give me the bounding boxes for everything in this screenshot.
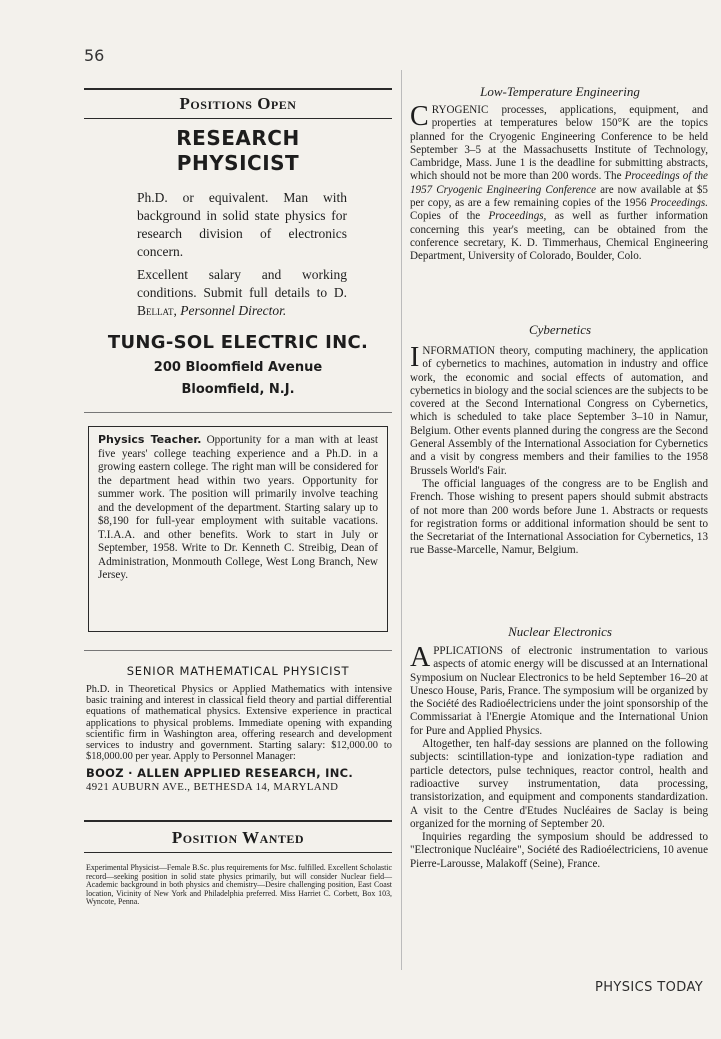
position-wanted-text: Experimental Physicist—Female B.Sc. plus requirements for Msc. fulfilled. Excellent Scholastic record—seeking position in solid state physics primarily, but will consider Nuclear field—Academic background in both physics and chemistry—Desire challenging position, East Coast location, Vicinity of New York and Philadelphia preferred. Miss Harriet C. Corbett, Box 103, Wyncote, Penna. (86, 863, 392, 907)
page-number: 56 (84, 46, 105, 65)
section-title-cybernetics: Cybernetics (528, 322, 592, 337)
divider (84, 650, 392, 651)
booz-address: 4921 AUBURN AVE., BETHESDA 14, MARYLAND (86, 781, 339, 793)
cybernetics-article: INFORMATION theory, computing machinery, the application of cybernetics to machines, automation in industry and office work, the economic and social effects of automation, and cybernetics in biology and the social sciences are the subjects to be covered at the Second International Congress on Cybernetics, which is scheduled to take place September 3–10 in Namur, Belgium. Other events planned during the congress are the Second General Assembly of the International Association for Cybernetics and a visit by congress members and their families to the 1958 Brussels World's Fair. The official languages of the congress are to be English and French. Those wishing to present papers should submit abstracts of not more than 200 words before June 1. Abstracts or requests for registration forms or additional information should be sent to the Secretariat of the International Association for Cybernetics, 13 rue Basse-Marcelle, Namur, Belgium. (410, 342, 708, 557)
positions-open-heading: Positions Open (179, 94, 297, 113)
physics-teacher-ad: Physics Teacher. Opportunity for a man with at least five years' college teaching experience and a Ph.D. in a growing eastern college. The right man will be considered for the department head within two years. Opportunity for summer work. The position will primarily involve teaching and the development of the department. Starting salary up to $8,190 for full-year employment with suitable vacations. T.I.A.A. and other benefits. Work to start in July or September, 1958. Write to Dr. Kenneth C. Streibig, Dean of Administration, Monmouth College, West Long Branch, New Jersey. (88, 426, 388, 632)
nuclear-electronics-article: APPLICATIONS of electronic instrumentation to various aspects of atomic energy will be discussed at an International Symposium on Nuclear Electronics to be held September 16–20 at Unesco House, Paris, France. The symposium will be organized by the Société des Radioélectriciens under the joint sponsorship of the Commissariat à l'Energie Atomique and the International Union for Pure and Applied Physics. Altogether, ten half-day sessions are planned on the following subjects: scintillation-type and ionization-type radiation and particle detectors, pulse techniques, reactor control, health and radioactive survey instrumentation, data processing, transistorization, and equipment and components standardization. A visit to the Centre d'Etudes Nucléaires de Saclay is being organized for the morning of September 20. Inquiries regarding the symposium should be addressed to "Electronique Nucléaire", Société des Radioélectriciens, 10 avenue Pierre-Larousse, Malakoff (Seine), France. (410, 642, 708, 870)
ad-title: RESEARCH PHYSICIST (176, 126, 300, 175)
divider (84, 412, 392, 413)
low-temperature-article: CRYOGENIC processes, applications, equipment, and properties at temperatures below 150°K are the topics planned for the Cryogenic Engineering Conference to be held September 3–5 at the Massachusetts Institute of Technology, Cambridge, Mass. June 1 is the deadline for submitting abstracts, which should not be more than 200 words. The Proceedings of the 1957 Cryogenic Engineering Conference are now available at $5 per copy, as are a few remaining copies of the 1956 Proceedings. Copies of the Proceedings, as well as further information concerning this year's meeting, can be obtained from the conference secretary, K. D. Timmerhaus, Chemical Engineering Department, University of Colorado, Boulder, Colo. (410, 101, 709, 263)
column-divider (401, 70, 402, 970)
divider (84, 88, 392, 90)
divider (84, 820, 392, 822)
position-wanted-heading: Position Wanted (171, 828, 305, 847)
ad-contact: Excellent salary and working conditions. Submit full details to D. Bellat, Personnel Director. (137, 267, 347, 318)
company-name: TUNG-SOL ELECTRIC INC. (107, 332, 369, 353)
company-city: Bloomfield, N.J. (181, 382, 295, 397)
divider (84, 118, 392, 119)
journal-footer: PHYSICS TODAY (595, 980, 704, 995)
senior-description: Ph.D. in Theoretical Physics or Applied Mathematics with intensive basic training and interest in classical field theory and partial differential equations of mathematical physics. Extensive experience in practical applications to physical problems. Immediate opening with expanding scientific firm in Washington area, offering research and development services to industry and government. Starting salary: $12,000.00 to $18,000.00 per year. Apply to Personnel Manager: (86, 684, 392, 763)
ad-description: Ph.D. or equivalent. Man with background in solid state physics for research division of electronics concern. (137, 190, 347, 259)
booz-company: BOOZ · ALLEN APPLIED RESEARCH, INC. (86, 766, 354, 780)
divider (84, 852, 392, 853)
company-street: 200 Bloomfield Avenue (153, 360, 323, 375)
section-title-low-temperature: Low-Temperature Engineering (480, 84, 640, 99)
senior-heading: SENIOR MATHEMATICAL PHYSICIST (126, 664, 350, 678)
section-title-nuclear-electronics: Nuclear Electronics (508, 624, 612, 639)
